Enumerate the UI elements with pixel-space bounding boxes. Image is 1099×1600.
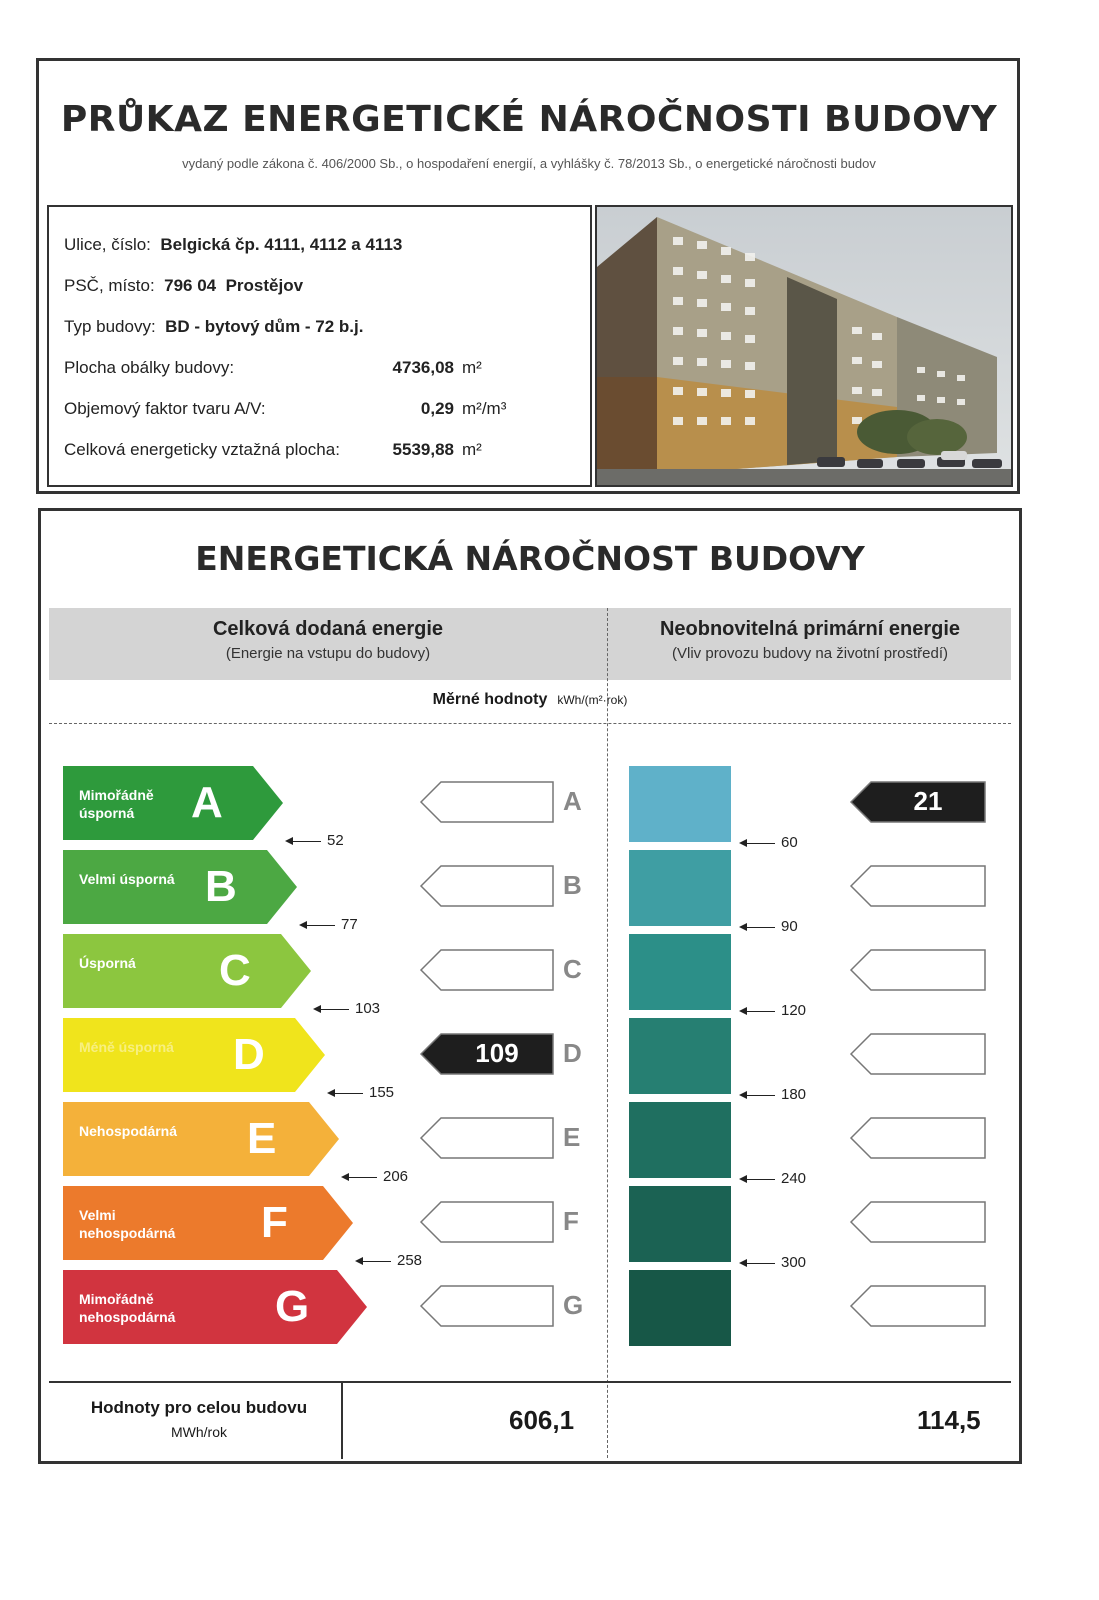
shape-label: Objemový faktor tvaru A/V:	[64, 399, 266, 418]
totals-unit: MWh/rok	[171, 1424, 227, 1440]
delivered-boundary-5	[343, 1168, 408, 1185]
primary-indicator-g	[851, 1286, 985, 1326]
street-row	[64, 235, 402, 255]
delivered-boundary-2	[301, 916, 358, 933]
document-title: PRŮKAZ ENERGETICKÉ NÁROČNOSTI BUDOVY	[60, 99, 998, 140]
energy-title: ENERGETICKÁ NÁROČNOST BUDOVY	[195, 539, 865, 578]
building-details	[47, 205, 592, 487]
delivered-boundary-value: 103	[355, 1000, 381, 1017]
class-label-d: Méně úsporná	[79, 1039, 174, 1055]
class-letter-b: B	[205, 862, 237, 911]
city-label: PSČ, místo:	[64, 276, 155, 295]
delivered-energy-subheading: (Energie na vstupu do budovy)	[225, 645, 431, 662]
building-info-panel	[36, 58, 1020, 494]
total-delivered-energy: 606,1	[509, 1405, 575, 1435]
city-row	[64, 276, 303, 296]
primary-scale-bar-b	[629, 850, 731, 926]
primary-indicator-c	[851, 950, 985, 990]
delivered-boundary-value: 155	[369, 1084, 395, 1101]
primary-boundary-value: 120	[781, 1002, 807, 1019]
scale-graphics	[41, 511, 1019, 1391]
primary-boundary-value: 240	[781, 1170, 807, 1187]
class-letter-a: A	[191, 778, 223, 827]
primary-scale-bar-d	[629, 1018, 731, 1094]
street-value: Belgická čp. 4111, 4112 a 4113	[160, 235, 403, 254]
delivered-boundary-value: 52	[327, 832, 344, 849]
delivered-boundary-6	[357, 1252, 422, 1269]
area-row	[64, 440, 564, 460]
delivered-indicator-e	[421, 1118, 553, 1158]
delivered-indicator-letter-f: F	[563, 1206, 579, 1236]
delivered-indicator-g	[421, 1286, 553, 1326]
total-primary-energy: 114,5	[917, 1405, 981, 1435]
delivered-indicator-a	[421, 782, 553, 822]
totals-divider	[341, 1383, 343, 1459]
shape-value: 0,29	[420, 399, 454, 418]
primary-scale-bar-e	[629, 1102, 731, 1178]
totals-label	[59, 1398, 339, 1440]
city-value: 796 04 Prostějov	[164, 276, 304, 295]
delivered-energy-heading: Celková dodaná energie	[212, 618, 444, 640]
delivered-boundary-3	[315, 1000, 380, 1017]
shape-unit: m²/m³	[462, 399, 507, 418]
delivered-indicator-letter-b: B	[563, 870, 582, 900]
delivered-indicator-letter-e: E	[563, 1122, 581, 1152]
area-label: Celková energeticky vztažná plocha:	[64, 440, 340, 459]
delivered-indicator-b	[421, 866, 553, 906]
primary-boundary-5	[741, 1170, 806, 1187]
class-letter-d: D	[233, 1030, 265, 1079]
class-label-g: Mimořádně nehospodárná	[79, 1291, 176, 1325]
primary-boundary-value: 300	[781, 1254, 807, 1271]
primary-boundary-3	[741, 1002, 806, 1019]
primary-scale-bar-c	[629, 934, 731, 1010]
primary-indicator-e	[851, 1118, 985, 1158]
envelope-value: 4736,08	[392, 358, 454, 377]
area-value: 5539,88	[392, 440, 454, 459]
primary-boundary-value: 60	[781, 834, 798, 851]
delivered-indicator-f	[421, 1202, 553, 1242]
primary-scale-bar-g	[629, 1270, 731, 1346]
primary-scale-bar-a	[629, 766, 731, 842]
totals-label-text: Hodnoty pro celou budovu	[90, 1398, 308, 1417]
class-letter-e: E	[247, 1114, 277, 1163]
delivered-boundary-value: 206	[383, 1168, 409, 1185]
envelope-label: Plocha obálky budovy:	[64, 358, 235, 377]
delivered-boundary-value: 258	[397, 1252, 423, 1269]
class-letter-g: G	[275, 1282, 310, 1331]
primary-indicator-f	[851, 1202, 985, 1242]
totals-row	[49, 1381, 1011, 1459]
delivered-boundary-4	[329, 1084, 394, 1101]
primary-boundary-value: 180	[781, 1086, 807, 1103]
specific-values-unit: kWh/(m²·rok)	[557, 693, 628, 707]
primary-boundary-6	[741, 1254, 806, 1271]
type-value: BD - bytový dům - 72 b.j.	[165, 317, 364, 336]
shape-row	[64, 399, 564, 419]
class-label-e: Nehospodárná	[79, 1123, 178, 1139]
primary-boundary-1	[741, 834, 798, 851]
primary-indicator-b	[851, 866, 985, 906]
primary-energy-heading: Neobnovitelná primární energie	[659, 618, 961, 640]
delivered-indicator-c	[421, 950, 553, 990]
delivered-boundary-value: 77	[341, 916, 358, 933]
primary-scale-bar-f	[629, 1186, 731, 1262]
delivered-rating-value: 109	[475, 1038, 519, 1068]
building-photo	[595, 205, 1013, 487]
type-label: Typ budovy:	[64, 317, 156, 336]
class-letter-c: C	[219, 946, 251, 995]
delivered-boundary-1	[287, 832, 344, 849]
class-letter-f: F	[261, 1198, 288, 1247]
primary-indicator-d	[851, 1034, 985, 1074]
primary-rating-value: 21	[913, 786, 943, 816]
primary-boundary-2	[741, 918, 798, 935]
energy-scale	[41, 511, 1019, 1461]
delivered-indicator-letter-a: A	[563, 786, 582, 816]
delivered-indicator-letter-g: G	[563, 1290, 584, 1320]
envelope-row	[64, 358, 564, 378]
energy-performance-panel	[38, 508, 1022, 1464]
delivered-indicator-letter-d: D	[563, 1038, 582, 1068]
primary-boundary-4	[741, 1086, 806, 1103]
class-label-b: Velmi úsporná	[79, 871, 175, 887]
specific-values-text: Měrné hodnoty	[432, 691, 548, 708]
document-subtitle: vydaný podle zákona č. 406/2000 Sb., o hospodaření energií, a vyhlášky č. 78/2013 Sb., o energetické náročnosti budov	[182, 156, 876, 171]
type-row	[64, 317, 363, 337]
envelope-unit: m²	[462, 358, 482, 377]
class-label-c: Úsporná	[79, 955, 136, 971]
class-label-a: Mimořádně úsporná	[79, 787, 154, 821]
primary-boundary-value: 90	[781, 918, 798, 935]
street-label: Ulice, číslo:	[64, 235, 151, 254]
delivered-indicator-letter-c: C	[563, 954, 582, 984]
building-photo-image	[597, 207, 1011, 485]
primary-energy-subheading: (Vliv provozu budovy na životní prostředí)	[672, 645, 948, 662]
area-unit: m²	[462, 440, 482, 459]
class-label-f: Velmi nehospodárná	[79, 1207, 176, 1241]
